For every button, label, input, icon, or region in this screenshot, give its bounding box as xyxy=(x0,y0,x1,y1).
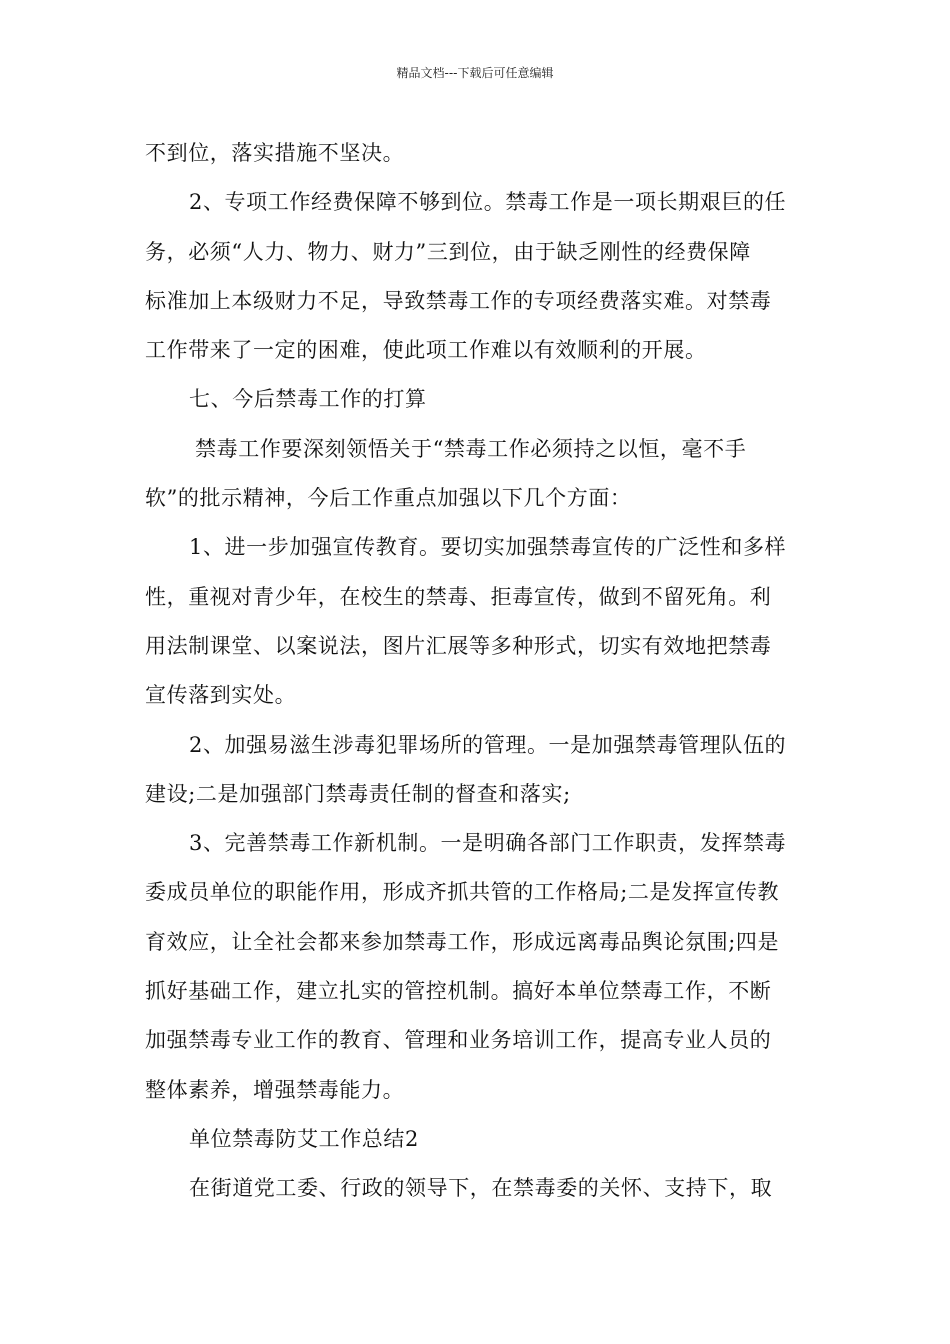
text-line: 抓好基础工作，建立扎实的管控机制。搞好本单位禁毒工作，不断 xyxy=(145,979,772,1004)
text-line: 整体素养，增强禁毒能力。 xyxy=(145,1077,405,1102)
text-line: 性，重视对青少年，在校生的禁毒、拒毒宣传，做到不留死角。利 xyxy=(145,584,772,609)
page-header: 精品文档---下载后可任意编辑 xyxy=(396,66,554,80)
text-line: 禁毒工作要深刻领悟关于“禁毒工作必须持之以恒，毫不手 xyxy=(195,436,747,461)
text-line: 3、完善禁毒工作新机制。一是明确各部门工作职责，发挥禁毒 xyxy=(189,831,787,856)
document-title: 单位禁毒防艾工作总结2 xyxy=(189,1126,419,1151)
text-line: 育效应，让全社会都来参加禁毒工作，形成远离毒品舆论氛围;四是 xyxy=(145,929,780,954)
section-heading: 七、今后禁毒工作的打算 xyxy=(189,387,427,412)
text-line: 不到位，落实措施不坚决。 xyxy=(145,141,405,165)
text-line: 建设;二是加强部门禁毒责任制的督查和落实; xyxy=(145,781,571,806)
text-line: 工作带来了一定的困难，使此项工作难以有效顺利的开展。 xyxy=(145,338,707,363)
text-line: 委成员单位的职能作用，形成齐抓共管的工作格局;二是发挥宣传教 xyxy=(145,880,780,905)
text-line: 宣传落到实处。 xyxy=(145,683,297,708)
text-line: 用法制课堂、以案说法，图片汇展等多种形式，切实有效地把禁毒 xyxy=(145,633,772,658)
text-line: 标准加上本级财力不足，导致禁毒工作的专项经费落实难。对禁毒 xyxy=(145,288,772,313)
text-line: 加强禁毒专业工作的教育、管理和业务培训工作，提高专业人员的 xyxy=(145,1028,772,1053)
text-line: 2、专项工作经费保障不够到位。禁毒工作是一项长期艰巨的任 xyxy=(189,190,787,215)
document-body xyxy=(145,129,808,1214)
text-line: 在街道党工委、行政的领导下，在禁毒委的关怀、支持下，取 xyxy=(189,1176,773,1201)
text-line: 1、进一步加强宣传教育。要切实加强禁毒宣传的广泛性和多样 xyxy=(189,535,787,560)
text-line: 务，必须“人力、物力、财力”三到位，由于缺乏刚性的经费保障 xyxy=(145,239,751,264)
text-line: 软”的批示精神，今后工作重点加强以下几个方面： xyxy=(145,486,632,511)
text-line: 2、加强易滋生涉毒犯罪场所的管理。一是加强禁毒管理队伍的 xyxy=(189,732,787,757)
